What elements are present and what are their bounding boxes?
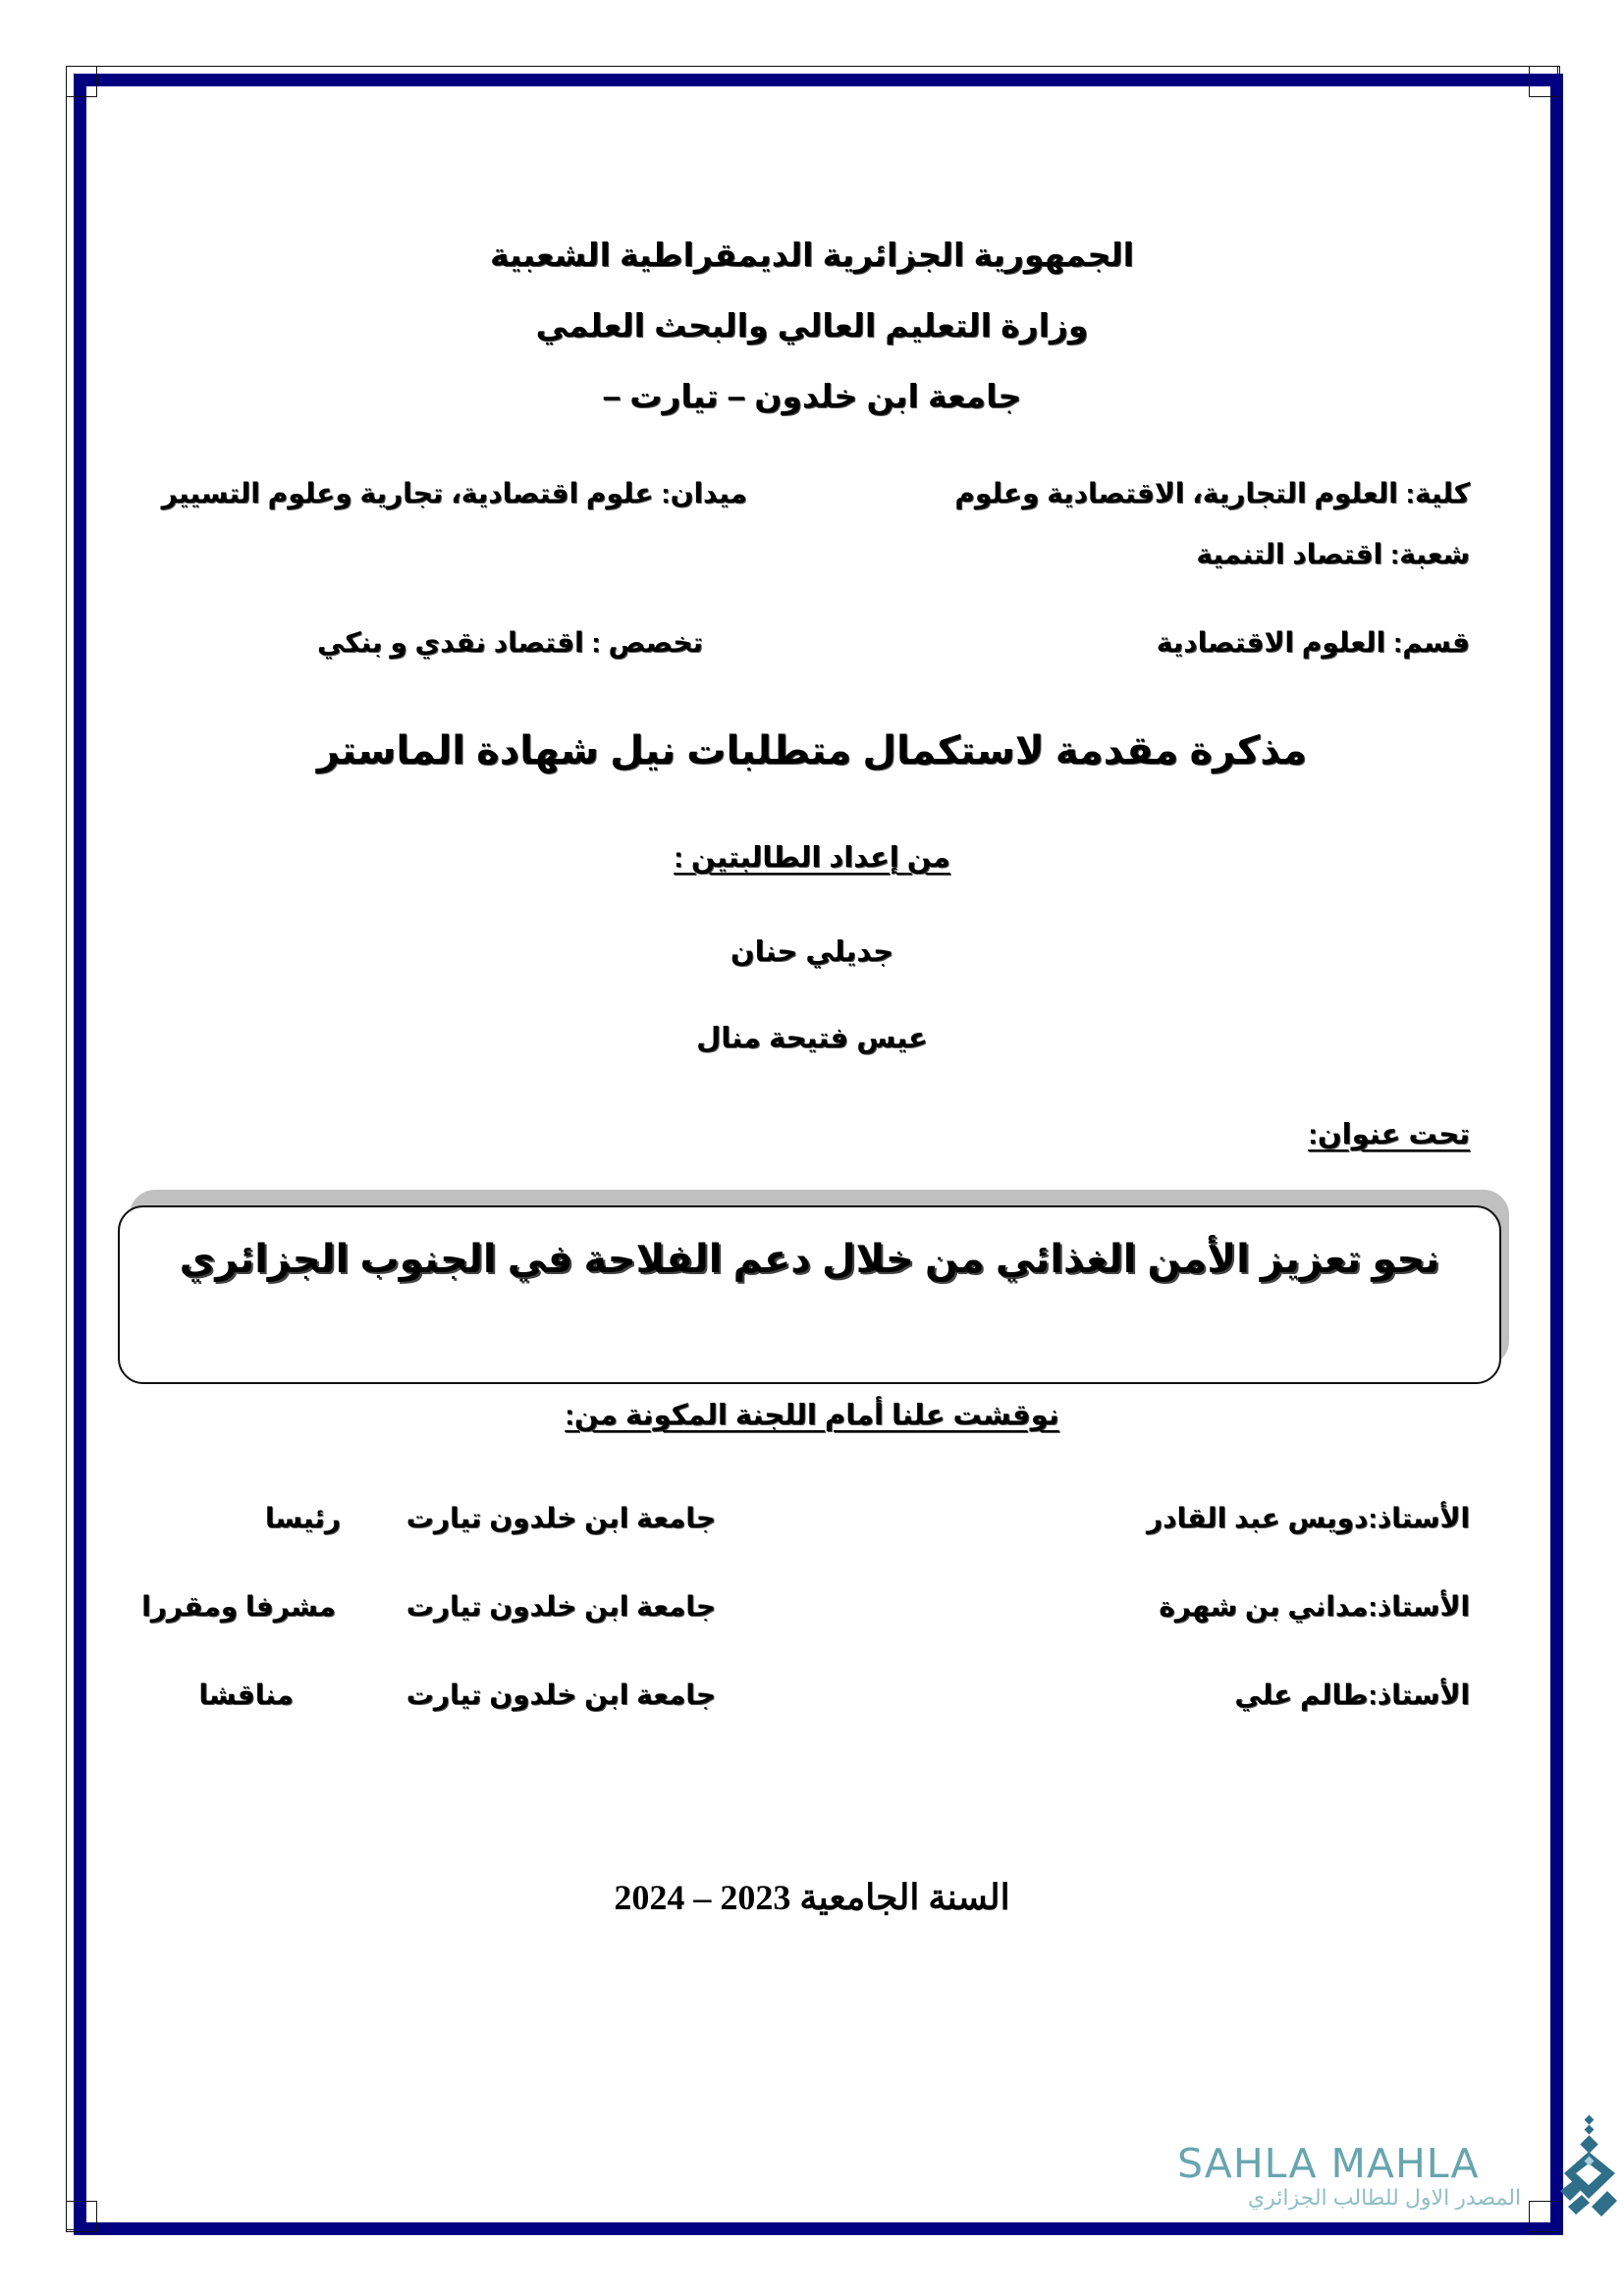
title-label: تحت عنوان: [1308,1119,1470,1150]
student-name: جديلي حنان [730,936,894,968]
student-name: عيس فتيحة منال [696,1023,928,1054]
committee-member-university: جامعة ابن خلدون تيارت [406,1680,716,1710]
corner-ornament-bottom-left [66,2201,97,2232]
department-label: قسم: العلوم الاقتصادية [1156,627,1470,658]
committee-member-role: رئيسا [264,1503,341,1533]
watermark-tagline: المصدر الاول للطالب الجزائري [1247,2185,1522,2210]
faculty-label: كلية: العلوم التجارية، الاقتصادية وعلوم [954,478,1470,508]
committee-member-university: جامعة ابن خلدون تيارت [406,1591,716,1622]
university-heading: جامعة ابن خلدون – تيارت – [602,378,1022,414]
prepared-by-label: من إعداد الطالبتين : [674,842,950,874]
republic-heading: الجمهورية الجزائرية الديمقراطية الشعبية [490,237,1134,273]
committee-member-name: الأستاذ:مداني بن شهرة [1159,1591,1470,1622]
academic-year: السنة الجامعية 2023 – 2024 [614,1878,1010,1917]
specialty-label: تخصص : اقتصاد نقدي و بنكي [317,627,703,658]
thesis-purpose: مذكرة مقدمة لاستكمال متطلبات نيل شهادة الماستر [316,729,1308,773]
committee-member-university: جامعة ابن خلدون تيارت [406,1503,716,1533]
corner-ornament-top-right [1529,66,1560,97]
thesis-title: نحو تعزيز الأمن الغذائي من خلال دعم الفلاحة في الجنوب الجزائري [179,1238,1440,1281]
ministry-heading: وزارة التعليم العالي والبحث العلمي [535,307,1089,344]
committee-member-role: مشرفا ومقررا [141,1591,336,1622]
thesis-title-box [118,1205,1501,1384]
watermark-logo-icon [1556,2112,1624,2220]
committee-member-name: الأستاذ:دويس عبد القادر [1146,1503,1470,1533]
corner-ornament-top-left [66,66,97,97]
committee-member-role: مناقشا [198,1680,294,1710]
watermark-brand: SAHLA MAHLA [1177,2140,1480,2187]
committee-member-name: الأستاذ:طالم علي [1234,1680,1470,1710]
field-label: ميدان: علوم اقتصادية، تجارية وعلوم التسيير [161,478,747,508]
committee-heading: نوقشت علنا أمام اللجنة المكونة من: [565,1400,1059,1431]
branch-label: شعبة: اقتصاد التنمية [1196,539,1470,569]
